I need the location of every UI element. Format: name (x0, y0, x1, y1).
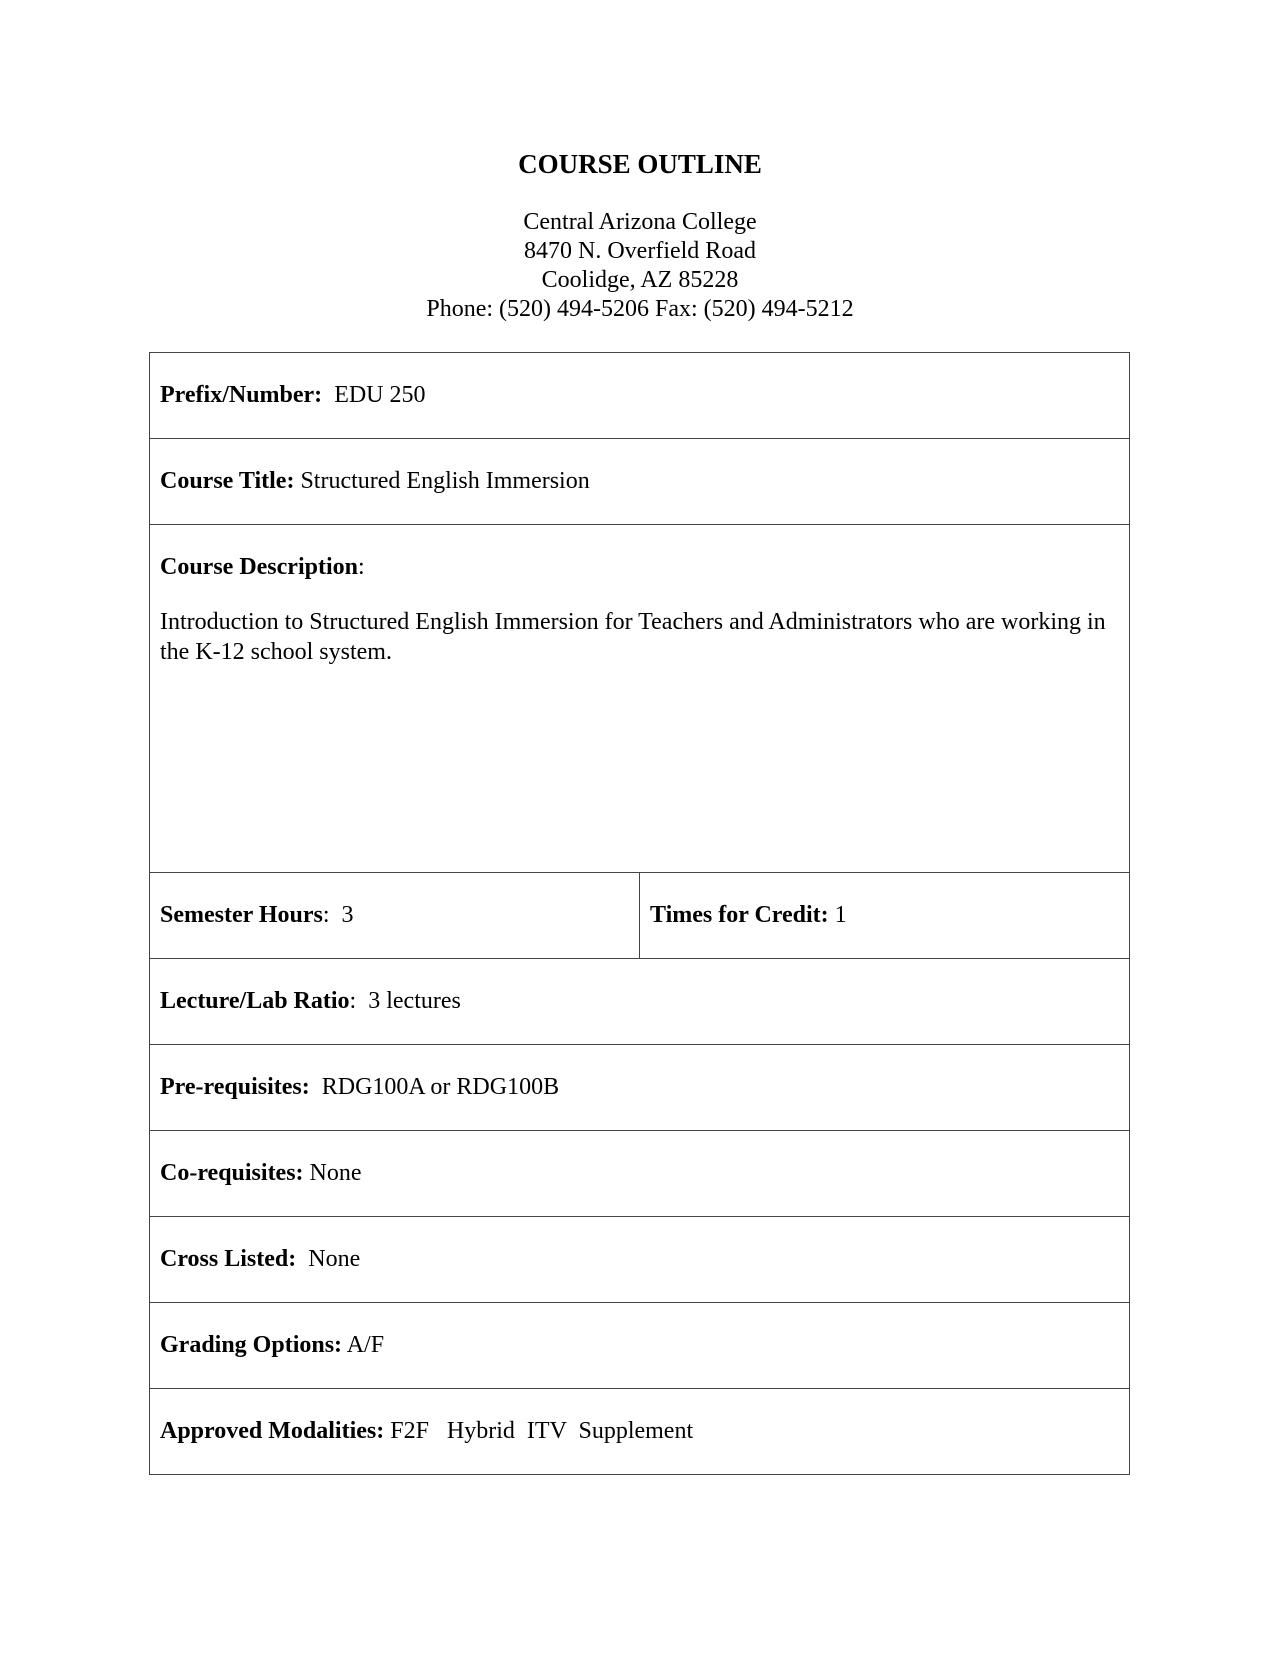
description-colon: : (357, 554, 365, 580)
row-description (150, 525, 1130, 873)
course-title-label: Course Title: (160, 468, 295, 494)
corequisites-label: Co-requisites: (160, 1160, 304, 1186)
college-city: Coolidge, AZ 85228 (541, 267, 739, 293)
description-label: Course Description (160, 554, 358, 580)
lecture-lab-value: 3 lectures (356, 988, 461, 1014)
course-title-cell (150, 439, 1130, 525)
prefix-value: EDU 250 (322, 382, 426, 408)
description-cell (150, 525, 1130, 873)
prerequisites-label: Pre-requisites: (160, 1074, 310, 1100)
document-title: COURSE OUTLINE (518, 149, 762, 179)
grading-cell (150, 1303, 1130, 1389)
row-prefix (150, 353, 1130, 439)
prerequisites-value: RDG100A or RDG100B (309, 1074, 560, 1100)
college-street: 8470 N. Overfield Road (524, 238, 756, 264)
times-for-credit-value: 1 (828, 902, 847, 928)
row-modalities (150, 1389, 1130, 1475)
row-lecture-lab (150, 959, 1130, 1045)
row-corequisites (150, 1131, 1130, 1217)
modalities-cell (150, 1389, 1130, 1475)
times-for-credit-cell (640, 873, 1130, 959)
prefix-cell (150, 353, 1130, 439)
lecture-lab-label: Lecture/Lab Ratio (160, 988, 350, 1014)
semester-hours-value: 3 (329, 902, 354, 928)
college-name: Central Arizona College (523, 209, 757, 235)
row-hours-credit (150, 873, 1130, 959)
row-course-title (150, 439, 1130, 525)
row-cross-listed (150, 1217, 1130, 1303)
row-prerequisites (150, 1045, 1130, 1131)
college-address-block (0, 208, 1280, 324)
cross-listed-cell (150, 1217, 1130, 1303)
course-title-value: Structured English Immersion (294, 468, 590, 494)
modalities-value: F2F Hybrid ITV Supplement (384, 1418, 694, 1444)
grading-value: A/F (342, 1332, 385, 1358)
lecture-lab-cell (150, 959, 1130, 1045)
semester-hours-label: Semester Hours (160, 902, 323, 928)
semester-hours-cell (150, 873, 640, 959)
cross-listed-value: None (296, 1246, 361, 1272)
description-heading (160, 551, 1119, 583)
semester-hours-colon: : (322, 902, 330, 928)
modalities-label: Approved Modalities: (160, 1418, 385, 1444)
course-outline-table (149, 352, 1130, 1475)
row-grading (150, 1303, 1130, 1389)
description-text: Introduction to Structured English Immersion for Teachers and Administrators who are working in the K-12 school system. (160, 609, 1106, 665)
lecture-lab-colon: : (349, 988, 357, 1014)
prerequisites-cell (150, 1045, 1130, 1131)
grading-label: Grading Options: (160, 1332, 343, 1358)
times-for-credit-label: Times for Credit: (650, 902, 829, 928)
college-contact: Phone: (520) 494-5206 Fax: (520) 494-5212 (426, 296, 854, 322)
corequisites-value: None (303, 1160, 362, 1186)
prefix-label: Prefix/Number: (160, 382, 323, 408)
cross-listed-label: Cross Listed: (160, 1246, 297, 1272)
corequisites-cell (150, 1131, 1130, 1217)
